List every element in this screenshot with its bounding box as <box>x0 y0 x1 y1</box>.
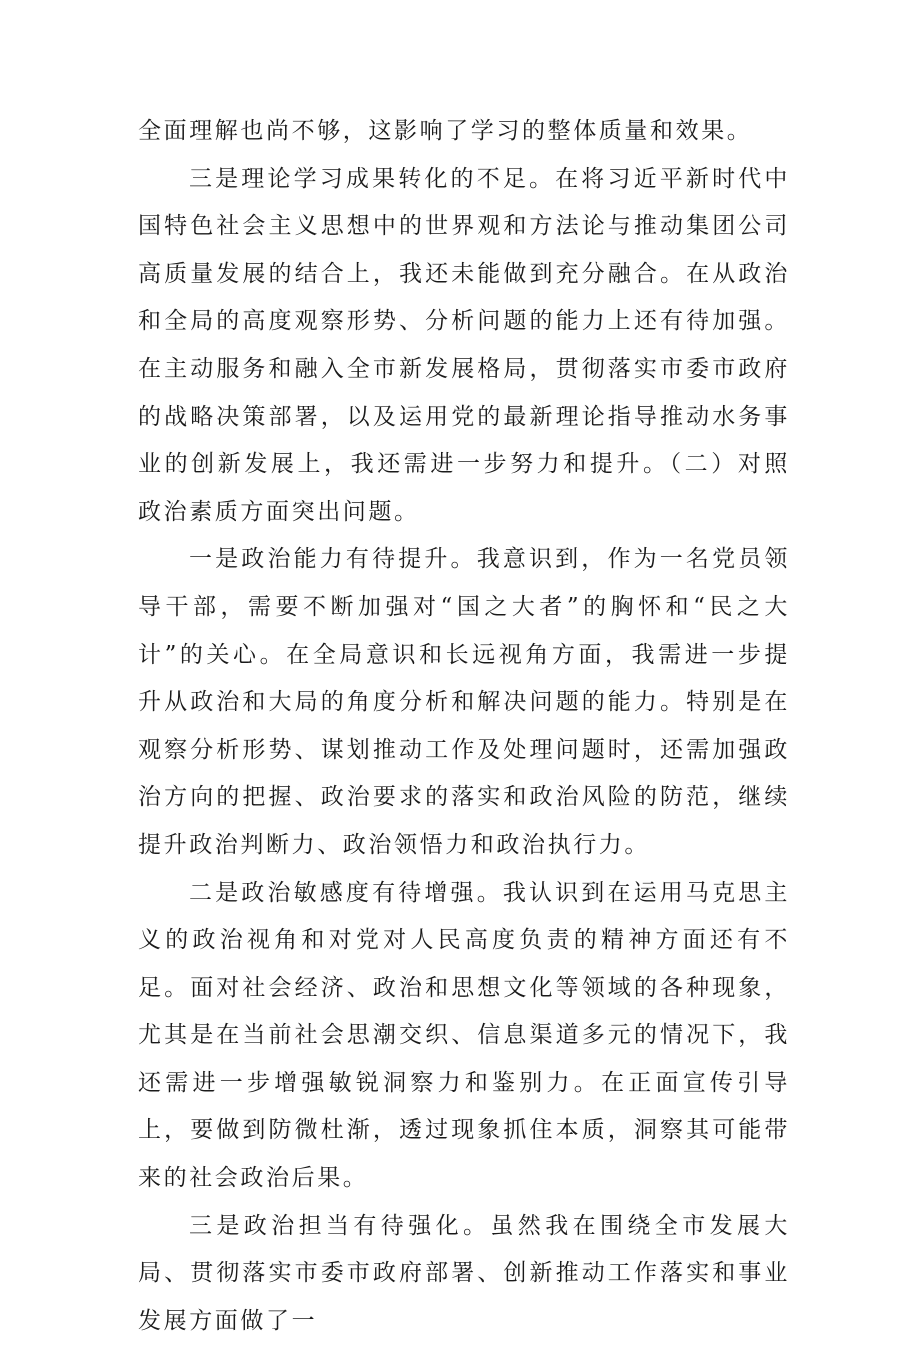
paragraph-political-sensitivity: 二是政治敏感度有待增强。我认识到在运用马克思主义的政治视角和对党对人民高度负责的精神方面还有不足。面对社会经济、政治和思想文化等领域的各种现象，尤其是在当前社会思潮交织、信息渠道多元的情况下，我还需进一步增强敏锐洞察力和鉴别力。在正面宣传引导上，要做到防微杜渐，透过现象抓住本质，洞察其可能带来的社会政治后果。 <box>138 879 790 1192</box>
document-body <box>138 108 790 1345</box>
paragraph-political-responsibility: 三是政治担当有待强化。虽然我在围绕全市发展大局、贯彻落实市委市政府部署、创新推动工作落实和事业发展方面做了一 <box>138 1212 790 1334</box>
paragraph-theory-transformation: 三是理论学习成果转化的不足。在将习近平新时代中国特色社会主义思想中的世界观和方法论与推动集团公司高质量发展的结合上，我还未能做到充分融合。在从政治和全局的高度观察形势、分析问题的能力上还有待加强。在主动服务和融入全市新发展格局，贯彻落实市委市政府的战略决策部署，以及运用党的最新理论指导推动水务事业的创新发展上，我还需进一步努力和提升。（二）对照政治素质方面突出问题。 <box>138 165 790 525</box>
paragraph-political-ability: 一是政治能力有待提升。我意识到，作为一名党员领导干部，需要不断加强对“国之大者”的胸怀和“民之大计”的关心。在全局意识和长远视角方面，我需进一步提升从政治和大局的角度分析和解决问题的能力。特别是在观察分析形势、谋划推动工作及处理问题时，还需加强政治方向的把握、政治要求的落实和政治风险的防范，继续提升政治判断力、政治领悟力和政治执行力。 <box>138 546 790 858</box>
paragraph-continuation: 全面理解也尚不够，这影响了学习的整体质量和效果。 <box>138 118 753 144</box>
